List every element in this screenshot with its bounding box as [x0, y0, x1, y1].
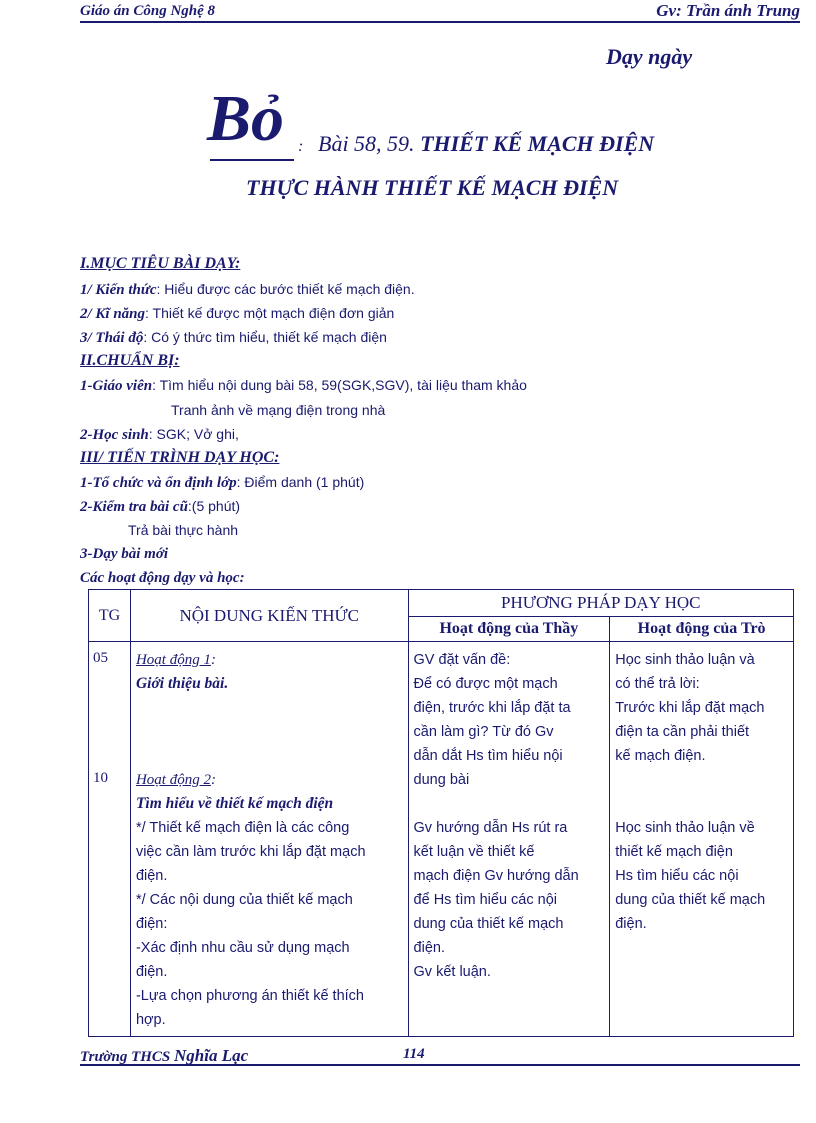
teacher-prep [80, 377, 527, 395]
activity-1-colon: : [210, 652, 216, 668]
teacher-line: điện. [413, 940, 445, 956]
item-label: 3/ Thái độ [80, 330, 144, 346]
content-line: -Xác định nhu cầu sử dụng mạch [135, 940, 350, 956]
student-label: 2-Học sinh [80, 427, 149, 443]
section1-item-1 [80, 281, 415, 299]
teacher-line: mạch điện Gv hướng dẫn [413, 868, 579, 884]
title-main: THIẾT KẾ MẠCH ĐIỆN [420, 131, 655, 156]
student-line: thiết kế mạch điện [615, 844, 733, 860]
teacher-line: để Hs tìm hiểu các nội [413, 892, 557, 908]
footer-school [80, 1046, 248, 1066]
tg-2: 10 [93, 770, 108, 786]
col-method-header: PHƯƠNG PHÁP DẠY HỌC [408, 590, 793, 617]
teacher-line: dung của thiết kế mạch [413, 916, 564, 932]
col-tg-header: TG [89, 590, 131, 642]
student-line: điện. [615, 916, 647, 932]
activity-2-label-line [136, 768, 404, 792]
content-line: điện. [135, 868, 168, 884]
student-cell [610, 642, 794, 1037]
item-text: : Có ý thức tìm hiểu, thiết kế mạch điện [143, 329, 387, 345]
content-line: điện. [135, 964, 168, 980]
content-line: */ Thiết kế mạch điện là các công [135, 820, 350, 836]
big-word-underline [210, 159, 294, 161]
item-label: 2-Kiểm tra bài cũ [80, 499, 188, 515]
spacer [615, 768, 789, 816]
footer-rule [80, 1064, 800, 1066]
title-line-1 [318, 131, 654, 157]
teacher-line: dung bài [413, 772, 470, 788]
date-label: Dạy ngày [606, 44, 693, 69]
header-rule [80, 21, 800, 23]
col-student-header: Hoạt động của Trò [610, 617, 794, 642]
section1-heading: I.MỤC TIÊU BÀI DẠY: [80, 255, 241, 272]
col-content-header: NỘI DUNG KIẾN THỨC [130, 590, 408, 642]
student-line: Học sinh thảo luận và [615, 652, 755, 668]
student-line: dung của thiết kế mạch [615, 892, 766, 908]
teacher-line: GV đặt vấn đề: [413, 652, 511, 668]
activity-2-colon: : [210, 772, 216, 788]
teacher-line: dẫn dắt Hs tìm hiểu nội [413, 748, 563, 764]
teacher-line: kết luận về thiết kế [413, 844, 535, 860]
item-text: : Điểm danh (1 phút) [236, 474, 365, 490]
big-word: Bỏ [207, 82, 285, 155]
item-label: 1/ Kiến thức [80, 282, 157, 298]
lesson-table [88, 589, 794, 1037]
teacher-text: : Tìm hiểu nội dung bài 58, 59(SGK,SGV), tài liệu tham khảo [152, 377, 527, 393]
item-text: : Hiểu được các bước thiết kế mạch điện. [156, 281, 415, 297]
section1-item-2 [80, 305, 394, 323]
teacher-line: điện, trước khi lắp đặt ta [413, 700, 571, 716]
teacher-label: 1-Giáo viên [80, 378, 153, 394]
footer-school-prefix: Trường THCS [80, 1049, 171, 1065]
student-line: Trước khi lắp đặt mạch [615, 700, 765, 716]
footer-school-name: Nghĩa Lạc [174, 1046, 249, 1065]
activity-2-label: Hoạt động 2 [135, 772, 211, 788]
tg-1: 05 [93, 650, 108, 666]
item-text: : Thiết kế được một mạch điện đơn giản [145, 305, 395, 321]
activity-2-title: Tìm hiểu về thiết kế mạch điện [135, 795, 334, 812]
teacher-line: Gv hướng dẫn Hs rút ra [413, 820, 568, 836]
content-line: điện: [135, 916, 168, 932]
item-label: 1-Tổ chức và ổn định lớp [80, 475, 237, 491]
student-line: kế mạch điện. [615, 748, 706, 764]
content-line: việc cần làm trước khi lắp đặt mạch [135, 844, 366, 860]
content-line: hợp. [135, 1012, 166, 1028]
student-line: điện ta cần phải thiết [615, 724, 750, 740]
col-teacher-header: Hoạt động của Thầy [408, 617, 610, 642]
content-line: */ Các nội dung của thiết kế mạch [135, 892, 353, 908]
header-right: Gv: Trần ánh Trung [656, 1, 800, 20]
section3-item-1 [80, 474, 364, 492]
activity-1-title: Giới thiệu bài. [135, 675, 229, 692]
activities-label: Các hoạt động dạy và học: [80, 570, 245, 586]
student-line: có thể trả lời: [615, 676, 700, 692]
teacher-line: Gv kết luận. [413, 964, 491, 980]
header-left: Giáo án Công Nghệ 8 [80, 3, 216, 19]
content-line: -Lựa chọn phương án thiết kế thích [135, 988, 364, 1004]
teacher-prep-2: Tranh ảnh về mạng điện trong nhà [171, 402, 386, 418]
student-line: Học sinh thảo luận về [615, 820, 755, 836]
section2-heading: II.CHUẨN BỊ: [80, 352, 180, 369]
section3-item-2-sub: Trả bài thực hành [128, 522, 239, 538]
tg-cell [89, 642, 131, 1037]
activity-1-label-line [136, 648, 404, 672]
section3-item-3: 3-Dạy bài mới [80, 546, 169, 562]
teacher-line: cần làm gì? Từ đó Gv [413, 724, 554, 740]
item-text: :(5 phút) [187, 498, 241, 514]
activity-1-label: Hoạt động 1 [135, 652, 211, 668]
spacer [136, 696, 404, 768]
student-line: Hs tìm hiểu các nội [615, 868, 739, 884]
teacher-cell [408, 642, 610, 1037]
teacher-line: Để có được một mạch [413, 676, 558, 692]
big-word-colon: : [298, 138, 304, 155]
content-cell [130, 642, 408, 1037]
title-line-2: THỰC HÀNH THIẾT KẾ MẠCH ĐIỆN [246, 175, 619, 200]
section3-heading: III/ TIẾN TRÌNH DẠY HỌC: [80, 449, 280, 466]
title-prefix: Bài 58, 59. [318, 131, 415, 156]
item-label: 2/ Kĩ năng [80, 306, 146, 322]
student-text: : SGK; Vở ghi, [148, 426, 239, 442]
page-number: 114 [403, 1046, 425, 1062]
student-prep [80, 426, 239, 444]
section1-item-3 [80, 329, 387, 347]
spacer [414, 792, 606, 816]
section3-item-2 [80, 498, 240, 516]
